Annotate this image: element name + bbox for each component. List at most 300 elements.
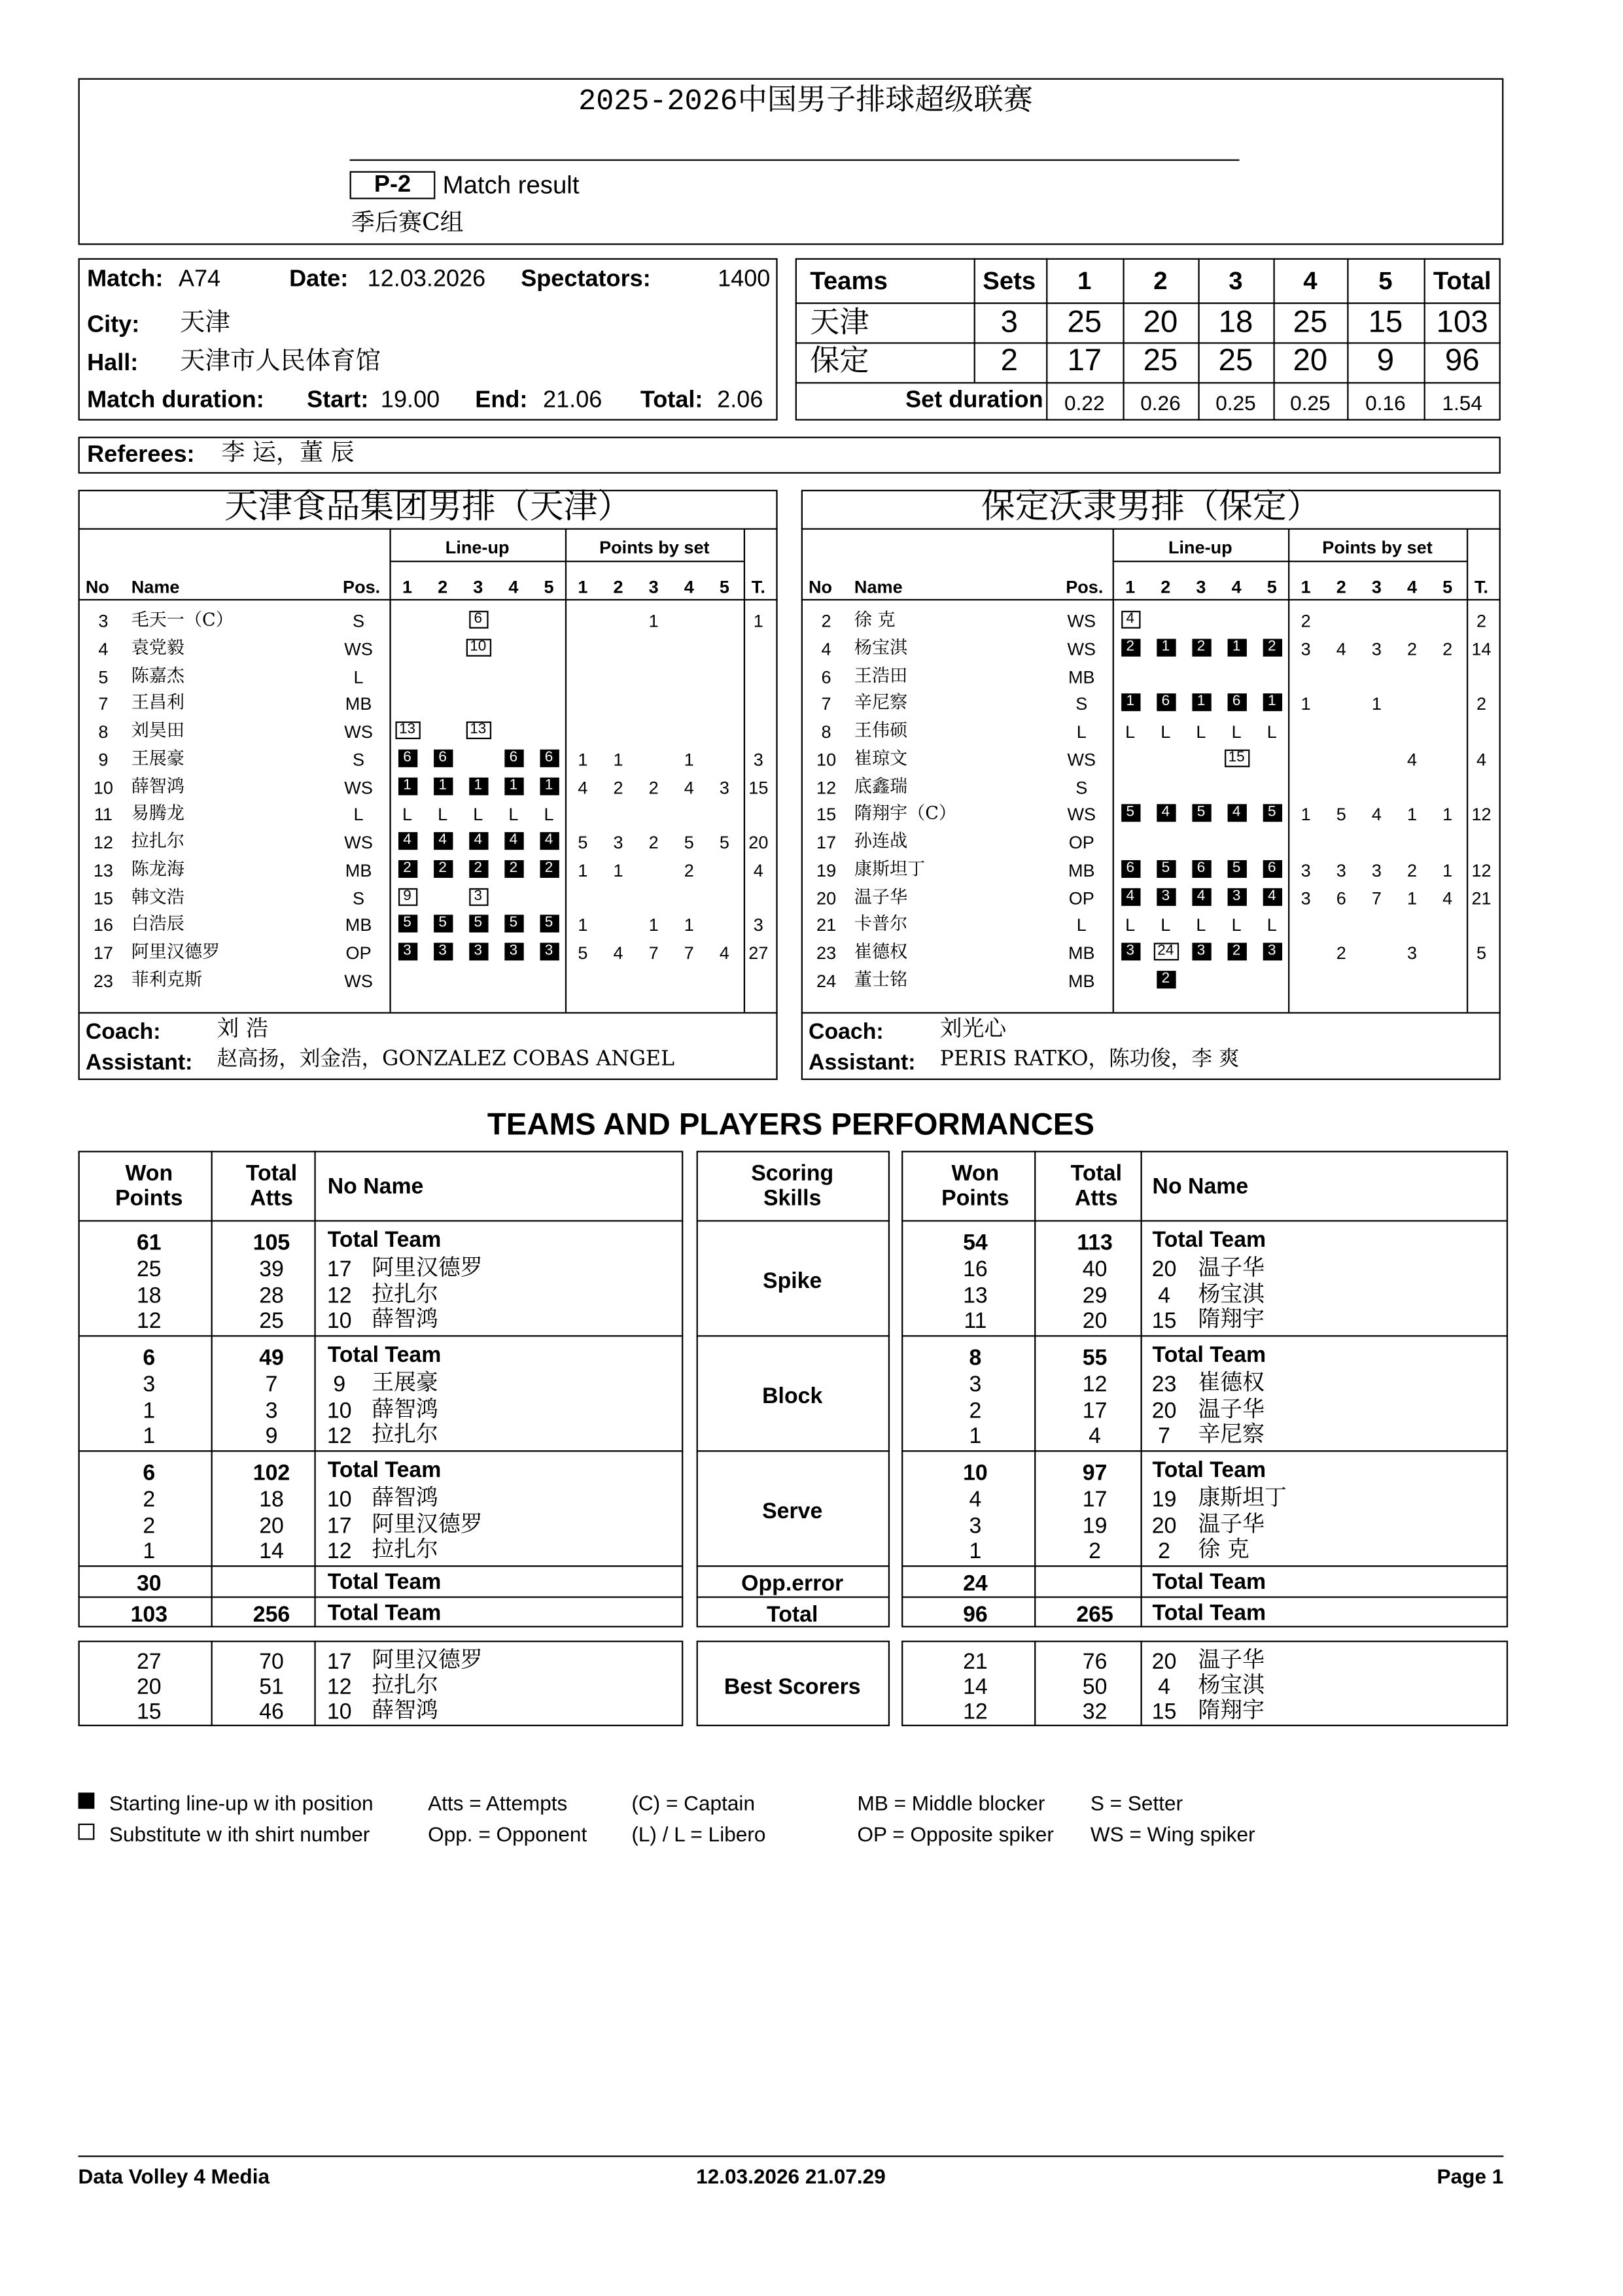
points-set-header: 2 <box>613 576 623 598</box>
player-number: 2 <box>821 610 831 632</box>
player-position: OP <box>1068 832 1094 853</box>
lineup-set-header: 5 <box>544 576 554 598</box>
sets-header: Sets <box>983 267 1036 296</box>
player-atts: 25 <box>259 1308 284 1334</box>
performance-row-rule <box>697 1335 890 1336</box>
team-total-points: 103 <box>1436 305 1488 339</box>
set-score: 15 <box>1368 305 1403 339</box>
set-points: 2 <box>1406 638 1418 659</box>
player-name: 温子华 <box>1198 1395 1265 1422</box>
scoreboard-col-rule <box>1198 258 1199 421</box>
player-name: 刘昊田 <box>131 720 184 741</box>
lineup-start-box: 3 <box>1156 888 1175 905</box>
player-name: 康斯坦丁 <box>1198 1484 1287 1511</box>
lineup-start-box: 3 <box>1121 943 1140 960</box>
lineup-start-box: 2 <box>1156 971 1175 988</box>
opp-error-left: 30 <box>136 1571 162 1597</box>
total-team-label: Total Team <box>1152 1569 1266 1595</box>
set-points: 5 <box>1336 804 1346 826</box>
end-label: End: <box>475 388 528 413</box>
scorer-won: 12 <box>963 1699 988 1725</box>
lineup-start-box: 3 <box>504 943 523 960</box>
pos-header: Pos. <box>1066 576 1104 598</box>
player-atts: 19 <box>1082 1513 1108 1539</box>
set-points: 6 <box>1336 887 1346 909</box>
performance-row-rule <box>697 1596 890 1597</box>
set-points: 1 <box>1300 693 1311 715</box>
player-name: 菲利克斯 <box>131 969 203 990</box>
player-position: S <box>353 749 365 770</box>
player-number: 12 <box>326 1423 352 1449</box>
set-points: 1 <box>1371 693 1382 715</box>
lineup-set-header: 4 <box>508 576 519 598</box>
lineup-start-box: 1 <box>1121 694 1140 712</box>
player-atts: 7 <box>265 1372 278 1397</box>
scorer-won: 21 <box>963 1649 988 1675</box>
player-number: 4 <box>98 638 109 659</box>
set-points: 1 <box>684 914 694 936</box>
set-score: 20 <box>1143 305 1178 339</box>
player-atts: 14 <box>259 1539 284 1564</box>
player-number: 12 <box>816 776 837 798</box>
player-total-points: 3 <box>753 749 763 770</box>
lineup-start-box: 1 <box>1156 638 1175 656</box>
set-score: 9 <box>1376 343 1395 378</box>
player-name: 底鑫瑞 <box>854 775 908 796</box>
player-position: MB <box>1068 666 1095 687</box>
player-position: L <box>1076 914 1087 936</box>
player-number: 17 <box>326 1513 352 1539</box>
lineup-set-header: 2 <box>438 576 448 598</box>
set-score: 18 <box>1218 305 1253 339</box>
set-points: 4 <box>1406 749 1418 770</box>
legend-atts: Atts = Attempts <box>428 1791 568 1815</box>
set-points: 1 <box>578 749 588 770</box>
player-atts: 29 <box>1082 1283 1108 1308</box>
player-name: 韩文浩 <box>131 886 184 907</box>
lineup-start-box: 1 <box>468 777 487 795</box>
total-header: Total <box>1433 267 1492 296</box>
player-position: WS <box>344 776 373 798</box>
lineup-sub-box: 10 <box>466 638 491 656</box>
player-number: 11 <box>94 804 113 826</box>
set-points: 4 <box>1371 804 1382 826</box>
player-total-points: 4 <box>753 860 763 880</box>
libero-marker: L <box>1125 721 1136 742</box>
roster-rule <box>801 528 1501 529</box>
player-number: 10 <box>93 776 113 798</box>
player-atts: 17 <box>1082 1487 1108 1512</box>
legend-libero: (L) / L = Libero <box>631 1822 766 1846</box>
player-atts: 40 <box>1082 1257 1108 1283</box>
set-score: 20 <box>1293 343 1328 378</box>
set-score: 25 <box>1067 305 1102 339</box>
player-total-points: 1 <box>753 610 763 632</box>
lineup-start-box: 6 <box>1263 860 1282 877</box>
scoreboard-row-rule <box>795 382 1501 383</box>
set-score: 25 <box>1143 343 1178 378</box>
legend-opp: Opp. = Opponent <box>428 1822 587 1846</box>
set-points: 1 <box>1442 804 1453 826</box>
player-total-points: 27 <box>748 943 769 964</box>
match-number: A74 <box>178 267 221 292</box>
lineup-start-box: 5 <box>398 915 417 933</box>
lineup-header: Line-up <box>1168 537 1232 558</box>
hall-value: 天津市人民体育馆 <box>180 347 381 377</box>
lineup-start-box: 6 <box>398 749 417 767</box>
total-left-won: 103 <box>130 1602 168 1627</box>
performance-col-rule <box>1034 1641 1036 1726</box>
scoreboard-col-rule <box>1123 258 1124 421</box>
set-score: 25 <box>1293 305 1328 339</box>
performance-row-rule <box>79 1220 684 1221</box>
lineup-start-box: 3 <box>433 943 452 960</box>
scorer-atts: 51 <box>259 1674 284 1700</box>
legend-captain: (C) = Captain <box>631 1791 756 1815</box>
player-atts: 39 <box>259 1257 284 1283</box>
player-total-points: 2 <box>1476 693 1487 715</box>
referees-names: 李 运，董 辰 <box>221 438 355 466</box>
performance-col-rule <box>1141 1641 1142 1726</box>
atts-header-2: Atts <box>250 1186 293 1211</box>
skill-team-won: 10 <box>963 1460 988 1486</box>
player-total-points: 12 <box>1471 860 1492 880</box>
player-name: 王展豪 <box>372 1369 438 1396</box>
player-position: WS <box>344 832 373 853</box>
referees-label: Referees: <box>87 442 195 468</box>
player-name: 拉扎尔 <box>372 1535 438 1563</box>
player-total-points: 2 <box>1476 610 1487 632</box>
lineup-start-box: 1 <box>1227 638 1246 656</box>
legend-op: OP = Opposite spiker <box>857 1822 1054 1846</box>
lineup-start-box: 4 <box>1191 888 1210 905</box>
player-number: 16 <box>93 914 113 936</box>
set-duration: 0.22 <box>1064 391 1105 415</box>
scoreboard-col-rule <box>1273 258 1274 421</box>
legend-mb: MB = Middle blocker <box>857 1791 1045 1815</box>
total-team-label: Total Team <box>327 1342 442 1368</box>
roster-rule <box>801 599 1501 600</box>
player-number: 4 <box>821 638 831 659</box>
scorer-won: 15 <box>136 1699 162 1725</box>
lineup-start-box: 4 <box>539 832 558 850</box>
lineup-start-box: 4 <box>1121 888 1140 905</box>
set-points: 1 <box>578 860 588 880</box>
set-points: 5 <box>684 832 694 853</box>
set-score: 17 <box>1067 343 1102 378</box>
player-name: 卡普尔 <box>854 913 908 935</box>
set-points: 2 <box>684 860 694 880</box>
footer-rule <box>79 2155 1504 2157</box>
player-name: 孙连战 <box>854 830 908 852</box>
performance-row-rule <box>697 1450 890 1452</box>
set-header: 2 <box>1153 267 1168 296</box>
player-name: 王展豪 <box>131 747 184 769</box>
skill-team-won: 61 <box>136 1230 162 1256</box>
set-points: 3 <box>1371 860 1382 880</box>
scorer-atts: 70 <box>259 1649 284 1675</box>
player-name: 康斯坦丁 <box>854 858 926 879</box>
roster-col-rule <box>389 528 391 1012</box>
assistant-label: Assistant: <box>809 1050 916 1076</box>
player-number: 10 <box>326 1398 352 1423</box>
skill-label: Serve <box>762 1499 823 1524</box>
player-won: 3 <box>143 1372 156 1397</box>
player-won: 1 <box>143 1539 156 1564</box>
teams-header: Teams <box>810 267 888 296</box>
scorer-atts: 50 <box>1082 1674 1108 1700</box>
player-position: WS <box>1067 749 1096 770</box>
roster-rule <box>79 1012 778 1013</box>
player-position: MB <box>1068 943 1095 964</box>
player-name: 辛尼察 <box>1198 1421 1265 1448</box>
player-number: 9 <box>333 1372 346 1397</box>
performance-col-rule <box>314 1641 315 1726</box>
player-number: 15 <box>1151 1308 1177 1334</box>
set-points: 1 <box>578 914 588 936</box>
player-won: 1 <box>143 1398 156 1423</box>
team-short-name: 保定 <box>810 342 869 378</box>
player-number: 17 <box>93 943 113 964</box>
skill-team-atts: 105 <box>253 1230 290 1256</box>
lineup-start-box: 4 <box>1156 805 1175 822</box>
lineup-start-box: 2 <box>1121 638 1140 656</box>
lineup-start-box: 5 <box>1156 860 1175 877</box>
player-number: 2 <box>1158 1539 1170 1564</box>
set-points: 3 <box>1371 638 1382 659</box>
set-points: 3 <box>719 776 729 798</box>
points-set-header: 1 <box>578 576 588 598</box>
lineup-start-box: 2 <box>1263 638 1282 656</box>
total-team-label: Total Team <box>1152 1601 1266 1626</box>
scoreboard-col-rule <box>1424 258 1425 421</box>
player-atts: 4 <box>1089 1423 1101 1449</box>
player-number: 8 <box>98 721 109 742</box>
lineup-set-header: 3 <box>1196 576 1206 598</box>
player-name: 陈龙海 <box>131 858 184 879</box>
lineup-start-box: 2 <box>1227 943 1246 960</box>
performance-col-rule <box>211 1641 213 1726</box>
lineup-start-box: 3 <box>468 943 487 960</box>
lineup-start-box: 4 <box>468 832 487 850</box>
performance-col-rule <box>314 1151 315 1627</box>
player-name: 温子华 <box>1198 1254 1265 1281</box>
player-number: 20 <box>1151 1257 1177 1283</box>
player-position: L <box>1076 721 1087 742</box>
player-position: OP <box>345 943 372 964</box>
set-points: 5 <box>578 943 588 964</box>
phase-label: 季后赛C组 <box>351 208 464 236</box>
scorer-won: 20 <box>136 1674 162 1700</box>
player-won: 13 <box>963 1283 988 1308</box>
player-number: 7 <box>821 693 831 715</box>
lineup-start-box: 6 <box>1227 694 1246 712</box>
set-points: 1 <box>1442 860 1453 880</box>
player-number: 19 <box>816 860 837 880</box>
set-duration-label: Set duration <box>905 388 1043 413</box>
set-points: 1 <box>1406 804 1418 826</box>
points-set-header: 5 <box>1442 576 1453 598</box>
noname-header: No Name <box>1152 1174 1249 1200</box>
player-name: 阿里汉德罗 <box>372 1254 483 1281</box>
coach-name: 刘 浩 <box>217 1015 269 1042</box>
scorer-name: 温子华 <box>1198 1646 1265 1673</box>
set-points: 1 <box>613 860 623 880</box>
libero-marker: L <box>1161 721 1171 742</box>
set-duration: 0.25 <box>1215 391 1256 415</box>
performance-row-rule <box>697 1565 890 1567</box>
total-team-label: Total Team <box>1152 1227 1266 1253</box>
scorer-name: 薛智鸿 <box>372 1696 438 1724</box>
set-points: 5 <box>719 832 729 853</box>
lineup-sub-box: 13 <box>394 722 419 739</box>
player-position: L <box>353 666 364 687</box>
set-points: 2 <box>648 832 659 853</box>
player-name: 薛智鸿 <box>372 1306 438 1332</box>
player-position: S <box>1075 693 1088 715</box>
player-number: 15 <box>816 804 837 826</box>
lineup-sub-box: 3 <box>468 888 487 905</box>
player-won: 11 <box>964 1308 987 1334</box>
lineup-start-box: 2 <box>1191 638 1210 656</box>
total-left-atts: 256 <box>253 1602 290 1627</box>
libero-marker: L <box>438 804 448 826</box>
player-name: 阿里汉德罗 <box>131 941 220 962</box>
match-label: Match: <box>87 267 164 292</box>
player-number: 7 <box>98 693 109 715</box>
start-label: Start: <box>307 388 369 413</box>
player-number: 10 <box>816 749 837 770</box>
scoreboard-col-rule <box>1046 258 1047 421</box>
points-by-set-header: Points by set <box>599 537 710 558</box>
legend-starting: Starting line-up w ith position <box>109 1791 374 1815</box>
sets-won: 2 <box>1000 343 1018 378</box>
scoreboard-row-rule <box>795 302 1501 304</box>
atts-header-2: Atts <box>1074 1186 1118 1211</box>
set-points: 1 <box>648 914 659 936</box>
total-right-atts: 265 <box>1076 1602 1113 1627</box>
player-number: 4 <box>1158 1283 1170 1308</box>
performance-row-rule <box>901 1596 1508 1597</box>
set-points: 2 <box>1442 638 1453 659</box>
scorer-number: 17 <box>326 1649 352 1675</box>
player-won: 4 <box>969 1487 982 1512</box>
lineup-start-box: 5 <box>468 915 487 933</box>
player-name: 袁党毅 <box>131 636 184 658</box>
points-by-set-header: Points by set <box>1322 537 1433 558</box>
set-header: 4 <box>1303 267 1318 296</box>
roster-team-name: 保定沃隶男排（保定） <box>981 488 1321 527</box>
player-number: 23 <box>816 943 837 964</box>
won-header-2: Points <box>941 1186 1009 1211</box>
player-name: 拉扎尔 <box>372 1421 438 1448</box>
roster-col-rule <box>565 528 567 1012</box>
opp-error-label: Opp.error <box>741 1571 844 1597</box>
player-total-points: 20 <box>748 832 769 853</box>
no-header: No <box>809 576 833 598</box>
set-header: 1 <box>1077 267 1092 296</box>
points-set-header: 3 <box>648 576 659 598</box>
roster-rule <box>79 528 778 529</box>
won-header-1: Won <box>951 1161 1000 1187</box>
player-total-points: 15 <box>748 776 769 798</box>
set-header: 3 <box>1229 267 1243 296</box>
set-duration: 0.26 <box>1140 391 1181 415</box>
player-number: 8 <box>821 721 831 742</box>
legend-ws: WS = Wing spiker <box>1090 1822 1255 1846</box>
team-short-name: 天津 <box>810 304 869 339</box>
set-points: 1 <box>1406 887 1418 909</box>
skill-team-atts: 97 <box>1082 1460 1108 1486</box>
lineup-start-box: 5 <box>1191 805 1210 822</box>
player-atts: 3 <box>265 1398 278 1423</box>
player-won: 18 <box>136 1283 162 1308</box>
duration-label: Match duration: <box>87 388 264 413</box>
lineup-start-box: 3 <box>1191 943 1210 960</box>
lineup-start-box: 3 <box>1263 943 1282 960</box>
player-name: 毛天一（C） <box>131 609 234 631</box>
skill-team-won: 6 <box>143 1460 156 1486</box>
competition-title: 2025-2026中国男子排球超级联赛 <box>578 85 1033 120</box>
skill-team-won: 54 <box>963 1230 988 1256</box>
match-date: 12.03.2026 <box>367 267 486 292</box>
header-rule <box>350 160 1240 161</box>
player-won: 2 <box>969 1398 982 1423</box>
won-header-2: Points <box>115 1186 183 1211</box>
lineup-start-box: 5 <box>1121 805 1140 822</box>
player-number: 3 <box>98 610 109 632</box>
scoreboard-col-rule <box>974 258 975 382</box>
points-set-header: 4 <box>1406 576 1418 598</box>
roster-col-rule <box>1288 528 1289 1012</box>
player-position: S <box>353 887 365 909</box>
player-total-points: 14 <box>1471 638 1492 659</box>
team-total-points: 96 <box>1444 343 1480 378</box>
hall-label: Hall: <box>87 351 139 377</box>
lineup-start-box: 1 <box>539 777 558 795</box>
points-set-header: 5 <box>719 576 729 598</box>
performance-row-rule <box>901 1220 1508 1221</box>
legend-s: S = Setter <box>1090 1791 1183 1815</box>
performance-row-rule <box>901 1335 1508 1336</box>
total-points-header: T. <box>1474 576 1489 598</box>
lineup-start-box: 1 <box>1263 694 1282 712</box>
legend-outline-square <box>79 1824 95 1840</box>
spectators-label: Spectators: <box>521 267 651 292</box>
libero-marker: L <box>473 804 483 826</box>
set-points: 2 <box>1336 943 1346 964</box>
legend-substitute: Substitute w ith shirt number <box>109 1822 370 1846</box>
lineup-set-header: 3 <box>473 576 483 598</box>
report-title: Match result <box>442 171 580 200</box>
set-points: 1 <box>684 749 694 770</box>
roster-rule <box>801 1012 1501 1013</box>
name-header: Name <box>131 576 180 598</box>
set-score: 25 <box>1218 343 1253 378</box>
player-won: 1 <box>969 1423 982 1449</box>
lineup-start-box: 1 <box>398 777 417 795</box>
player-position: MB <box>1068 970 1095 992</box>
player-name: 薛智鸿 <box>131 775 184 796</box>
performance-row-rule <box>901 1450 1508 1452</box>
no-header: No <box>85 576 109 598</box>
opp-error-right: 24 <box>963 1571 988 1597</box>
player-name: 徐 克 <box>854 609 896 631</box>
player-number: 10 <box>326 1487 352 1512</box>
lineup-start-box: 3 <box>539 943 558 960</box>
scorer-number: 15 <box>1151 1699 1177 1725</box>
player-name: 崔琼文 <box>854 747 908 769</box>
